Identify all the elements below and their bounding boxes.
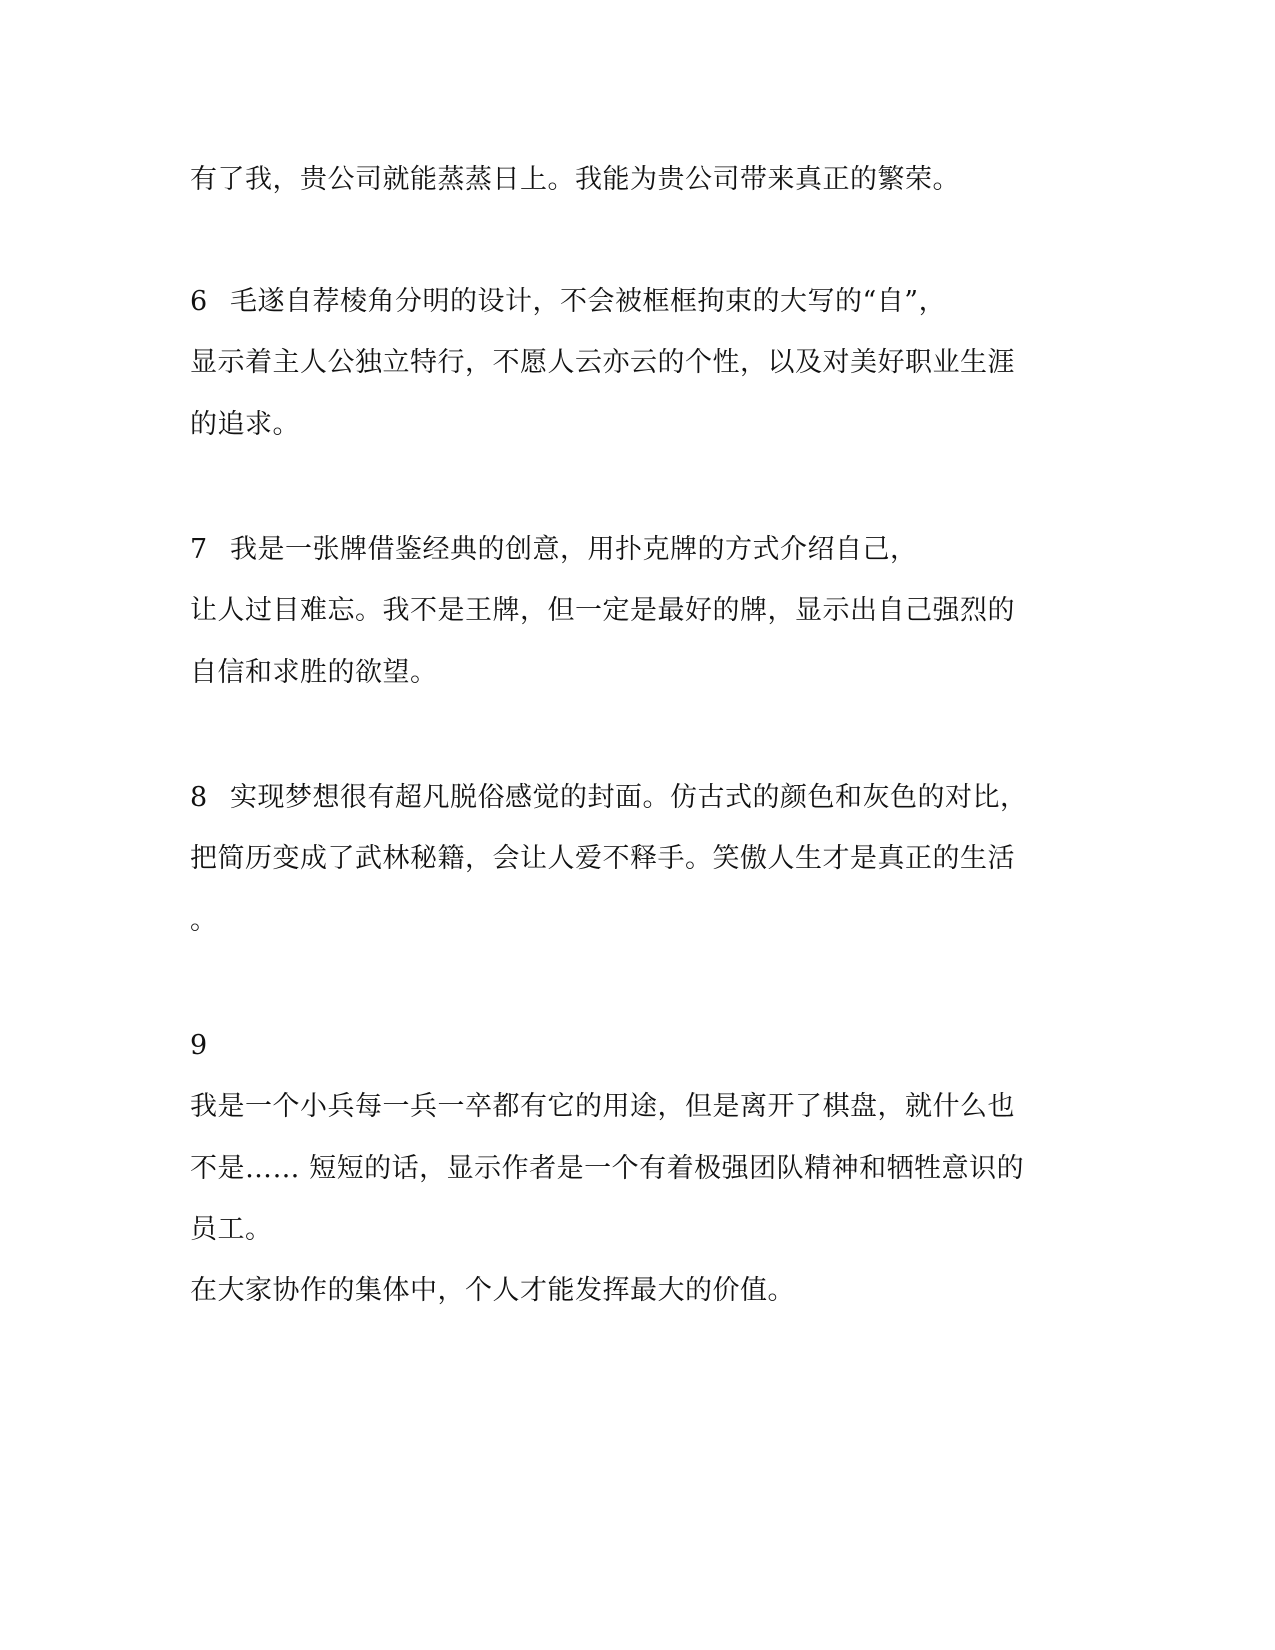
text-line: 我是一个小兵每一兵一卒都有它的用途，但是离开了棋盘，就什么也	[190, 1091, 1015, 1122]
text-line: 在大家协作的集体中，个人才能发挥最大的价值。	[190, 1275, 795, 1306]
item-text: 我是一张牌借鉴经典的创意，用扑克牌的方式介绍自己，	[230, 534, 918, 565]
item-number: 6	[190, 286, 208, 317]
text-line: 显示着主人公独立特行，不愿人云亦云的个性，以及对美好职业生涯	[190, 347, 1015, 378]
text-line: 员工。	[190, 1214, 273, 1245]
text-line: 。	[190, 905, 218, 936]
item-number: 7	[190, 534, 208, 565]
text-line: 让人过目难忘。我不是王牌，但一定是最好的牌，显示出自己强烈的	[190, 595, 1015, 626]
text-line: 不是…… 短短的话，显示作者是一个有着极强团队精神和牺牲意识的	[190, 1153, 1025, 1184]
text-line: 有了我，贵公司就能蒸蒸日上。我能为贵公司带来真正的繁荣。	[190, 164, 960, 195]
item-7-heading	[190, 533, 1090, 567]
item-number: 8	[190, 782, 208, 813]
item-6-heading	[190, 285, 1090, 319]
text-line: 把简历变成了武林秘籍，会让人爱不释手。笑傲人生才是真正的生活	[190, 843, 1015, 874]
item-9-number: 9	[190, 1030, 208, 1061]
item-text: 实现梦想很有超凡脱俗感觉的封面。仿古式的颜色和灰色的对比，	[230, 782, 1028, 813]
text-line: 自信和求胜的欲望。	[190, 657, 438, 688]
item-8-heading	[190, 781, 1090, 815]
text-line: 的追求。	[190, 409, 300, 440]
item-text: 毛遂自荐棱角分明的设计，不会被框框拘束的大写的“自”，	[230, 286, 947, 317]
